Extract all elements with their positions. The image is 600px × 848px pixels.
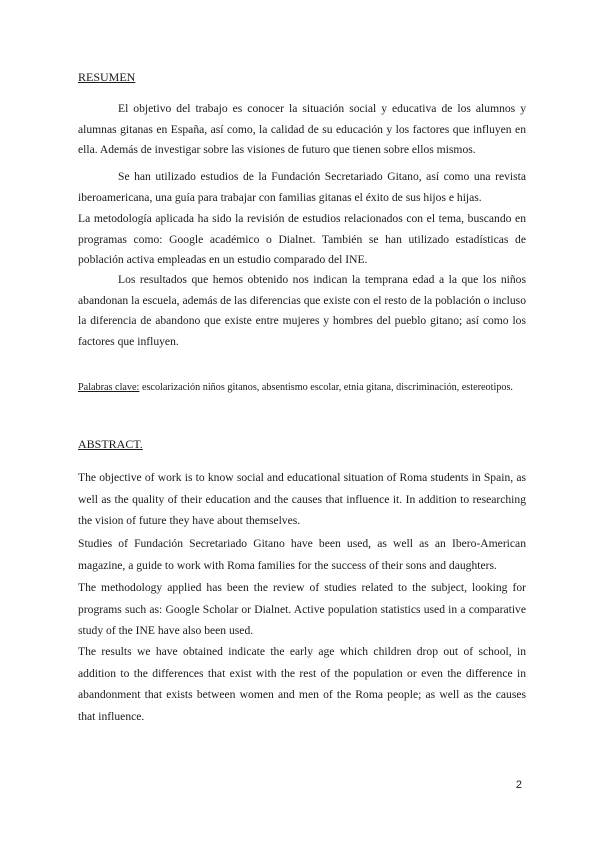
abstract-paragraph-objective: The objective of work is to know social and educational situation of Roma students in Spain, as well as the quality of their education and the causes that influence it. In addition to researching the vision of future they have about themselves. xyxy=(78,471,526,528)
abstract-paragraph-results: The results we have obtained indicate the early age which children drop out of school, in addition to the differences that exist with the rest of the population or even the difference in abandonment that exists between women and men of the Roma people; as well as the causes that influence. xyxy=(78,645,526,724)
resumen-paragraph-sources: Se han utilizado estudios de la Fundación Secretariado Gitano, así como una revista iberoamericana, una guía para trabajar con familias gitanas el éxito de sus hijos e hijas. xyxy=(78,170,526,204)
keywords-text: escolarización niños gitanos, absentismo escolar, etnia gitana, discriminación, estereotipos. xyxy=(141,382,513,393)
abstract-paragraph-methodology: The methodology applied has been the review of studies related to the subject, looking for programs such as: Google Scholar or Dialnet. Active population statistics used in a comparative study of the INE have also been used. xyxy=(78,581,526,638)
abstract-heading: ABSTRACT. xyxy=(78,437,143,451)
resumen-paragraph-results: Los resultados que hemos obtenido nos indican la temprana edad a la que los niños abandonan la escuela, además de las diferencias que existe con el resto de la población o incluso la diferencia de abandono que existe entre mujeres y hombres del pueblo gitano; así como los factores que influyen. xyxy=(78,273,526,348)
keywords-label: Palabras clave: xyxy=(78,382,140,393)
resumen-heading: RESUMEN xyxy=(78,70,136,84)
resumen-paragraph-methodology: La metodología aplicada ha sido la revisión de estudios relacionados con el tema, buscando en programas como: Google académico o Dialnet. También se han utilizado estadísticas de población activa empleadas en un estudio comparado del INE. xyxy=(78,212,526,266)
keywords-block xyxy=(78,380,526,397)
abstract-paragraph-sources: Studies of Fundación Secretariado Gitano have been used, as well as an Ibero-American magazine, a guide to work with Roma families for the success of their sons and daughters. xyxy=(78,537,526,572)
page-number: 2 xyxy=(515,779,522,791)
resumen-paragraph-objective: El objetivo del trabajo es conocer la situación social y educativa de los alumnos y alumnas gitanas en España, así como, la calidad de su educación y los factores que influyen en ella. Además de investigar sobre las visiones de futuro que tienen sobre ellos mismos. xyxy=(78,102,526,156)
